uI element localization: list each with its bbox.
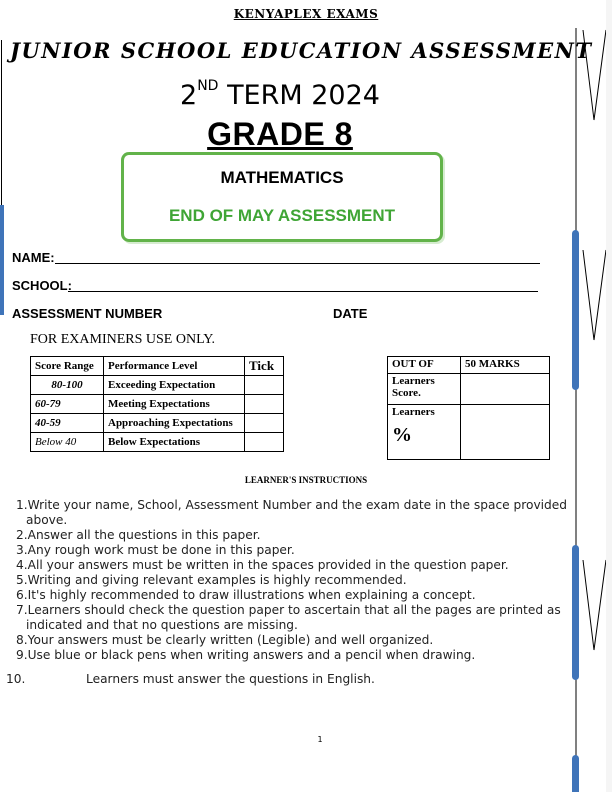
assessment-number-label: ASSESSMENT NUMBER bbox=[12, 306, 163, 321]
marks-row-out-of bbox=[388, 357, 550, 374]
instruction-item: 4.All your answers must be written in the spaces provided in the question paper. bbox=[16, 558, 509, 572]
instruction-item: 5.Writing and giving relevant examples is highly recommended. bbox=[16, 573, 407, 587]
name-field[interactable] bbox=[55, 263, 540, 264]
tick-cell[interactable] bbox=[245, 433, 284, 452]
out-of-label: OUT OF bbox=[388, 357, 461, 374]
table-row bbox=[31, 395, 284, 414]
performance-level-cell: Exceeding Expectation bbox=[104, 376, 245, 395]
table-row bbox=[31, 376, 284, 395]
date-label: DATE bbox=[333, 306, 368, 321]
term-number: 2 bbox=[180, 80, 198, 111]
tick-cell[interactable] bbox=[245, 414, 284, 433]
name-label: NAME: bbox=[12, 250, 55, 265]
learners-score-label: Learners Score. bbox=[388, 374, 461, 405]
score-range-cell: Below 40 bbox=[31, 433, 104, 452]
grade-heading: GRADE 8 bbox=[207, 116, 353, 152]
instruction-item: 6.It's highly recommended to draw illustrations when explaining a concept. bbox=[16, 588, 476, 602]
term-heading bbox=[0, 80, 560, 111]
performance-level-cell: Approaching Expectations bbox=[104, 414, 245, 433]
subject-title: MATHEMATICS bbox=[220, 168, 344, 187]
tick-cell[interactable] bbox=[245, 376, 284, 395]
term-suffix: ND bbox=[197, 78, 219, 94]
score-range-cell: 40-59 bbox=[31, 414, 104, 433]
header-tick: Tick bbox=[245, 357, 284, 376]
performance-table bbox=[30, 356, 284, 452]
marks-table bbox=[387, 356, 550, 460]
learners-percent-label bbox=[388, 405, 461, 460]
instruction-item: 9.Use blue or black pens when writing answers and a pencil when drawing. bbox=[16, 648, 476, 662]
learners-percent-cell[interactable] bbox=[461, 405, 550, 460]
examiners-title: FOR EXAMINERS USE ONLY. bbox=[30, 332, 216, 347]
performance-level-cell: Below Expectations bbox=[104, 433, 245, 452]
instructions-list bbox=[6, 498, 582, 687]
total-marks: 50 MARKS bbox=[461, 357, 550, 374]
instructions-title: LEARNER'S INSTRUCTIONS bbox=[244, 475, 368, 485]
instruction-item-10 bbox=[6, 672, 582, 687]
percent-symbol: % bbox=[392, 424, 412, 446]
instruction-10-text: Learners must answer the questions in English. bbox=[86, 672, 375, 686]
table-header-row bbox=[31, 357, 284, 376]
header-score-range: Score Range bbox=[31, 357, 104, 376]
subject-box bbox=[121, 152, 443, 242]
page-number: 1 bbox=[317, 735, 323, 744]
exam-name: END OF MAY ASSESSMENT bbox=[168, 206, 396, 225]
marks-row-score bbox=[388, 374, 550, 405]
school-label: SCHOOL: bbox=[12, 278, 72, 293]
instruction-item: 2.Answer all the questions in this paper. bbox=[16, 528, 261, 542]
table-row bbox=[31, 414, 284, 433]
header-performance-level: Performance Level bbox=[104, 357, 245, 376]
school-field[interactable] bbox=[68, 291, 538, 292]
organization-name: KENYAPLEX EXAMS bbox=[233, 7, 379, 21]
assessment-title: JUNIOR SCHOOL EDUCATION ASSESSMENT bbox=[10, 38, 593, 63]
term-rest: TERM 2024 bbox=[227, 80, 380, 111]
learners-score-cell[interactable] bbox=[461, 374, 550, 405]
instruction-10-number: 10. bbox=[6, 672, 26, 686]
marks-row-percent bbox=[388, 405, 550, 460]
instruction-item: 7.Learners should check the question paper to ascertain that all the pages are printed as indicated and that no questions are missing. bbox=[16, 603, 561, 632]
table-row bbox=[31, 433, 284, 452]
score-range-cell: 80-100 bbox=[31, 376, 104, 395]
instruction-item: 1.Write your name, School, Assessment Number and the exam date in the space provided above. bbox=[16, 498, 568, 527]
instruction-item: 8.Your answers must be clearly written (Legible) and well organized. bbox=[16, 633, 434, 647]
instruction-item: 3.Any rough work must be done in this paper. bbox=[16, 543, 295, 557]
performance-level-cell: Meeting Expectations bbox=[104, 395, 245, 414]
score-range-cell: 60-79 bbox=[31, 395, 104, 414]
tick-cell[interactable] bbox=[245, 395, 284, 414]
learners-percent-text: Learners bbox=[392, 406, 435, 418]
